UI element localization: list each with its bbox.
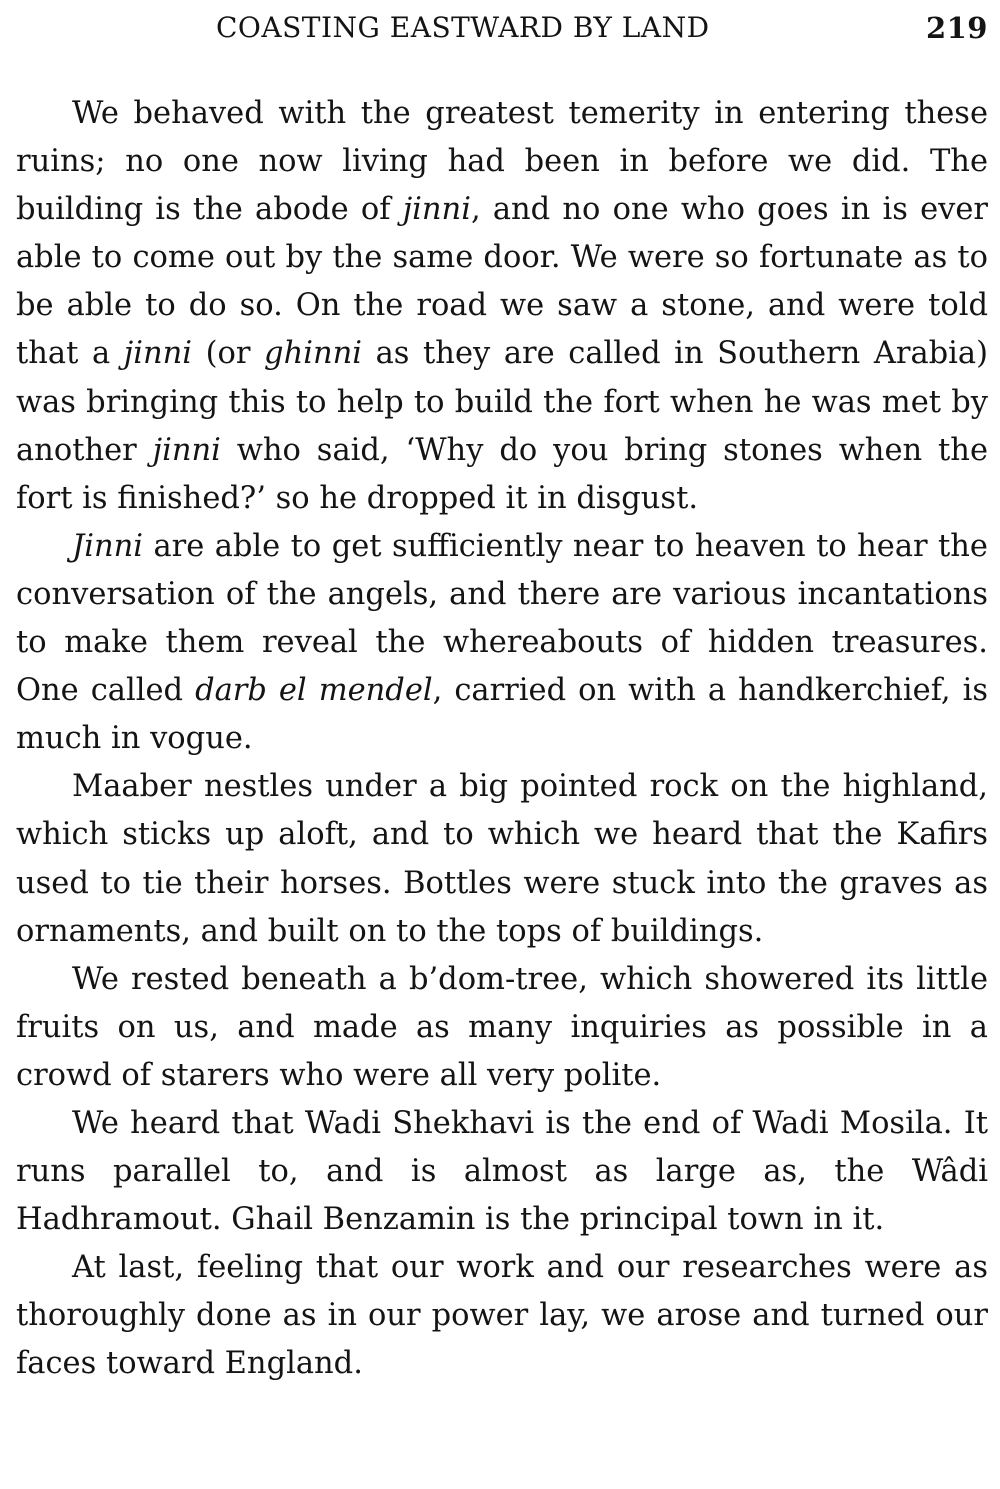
italic-term: jinni (402, 192, 471, 228)
page-number: 219 (925, 11, 988, 45)
body-text (16, 90, 988, 1389)
text-run: who said, ‘Why do you bring stones when the fort is finished?’ so he dropped it in disgust. (16, 432, 988, 516)
text-run: We behaved with the greatest temerity in entering these ruins; no one now living had been in before we did. The building is the abode of (16, 96, 988, 228)
text-run: We heard that Wadi Shekhavi is the end of Wadi Mosila. It runs parallel to, and is almost as large as, the Wâdi Hadhramout. Ghail Benzamin is the principal town in it. (16, 1105, 988, 1238)
italic-term: ghinni (264, 336, 363, 372)
italic-term: Jinni (72, 528, 144, 564)
italic-term: darb el mendel (195, 673, 433, 709)
paragraph-homeward (16, 1244, 988, 1388)
paragraph-ruins (16, 90, 988, 523)
text-run: , carried on with a handkerchief, is much in vogue. (16, 673, 989, 757)
text-run: Maaber nestles under a big pointed rock on the highland, which sticks up aloft, and to which we heard that the Kafirs used to tie their horses. Bottles were stuck into the graves as ornaments, and built on to the tops of buildings. (16, 769, 988, 949)
paragraph-wadi-shekhavi (16, 1100, 988, 1244)
text-run: , and no one who goes in is ever able to come out by the same door. We were so fortunate as to be able to do so. On the road we saw a stone, and were told that a (16, 192, 988, 372)
text-run: We rested beneath a b’dom-tree, which showered its little fruits on us, and made as many inquiries as possible in a crowd of starers who were all very polite. (16, 961, 988, 1093)
paragraph-jinni (16, 523, 988, 763)
italic-term: jinni (123, 336, 192, 372)
text-run: At last, feeling that our work and our researches were as thoroughly done as in our power lay, we arose and turned our faces toward England. (16, 1250, 988, 1382)
running-head (16, 8, 988, 48)
paragraph-bdom-tree (16, 956, 988, 1100)
paragraph-maaber (16, 763, 988, 955)
text-run: are able to get sufficiently near to heaven to hear the conversation of the angels, and there are various incantations to make them reveal the whereabouts of hidden treasures. One called (16, 528, 988, 709)
running-title: COASTING EASTWARD BY LAND (216, 11, 710, 44)
italic-term: jinni (152, 432, 221, 468)
text-run: (or (192, 336, 265, 372)
text-run: as they are called in Southern Arabia) was bringing this to help to build the fort when he was met by another (16, 336, 989, 468)
